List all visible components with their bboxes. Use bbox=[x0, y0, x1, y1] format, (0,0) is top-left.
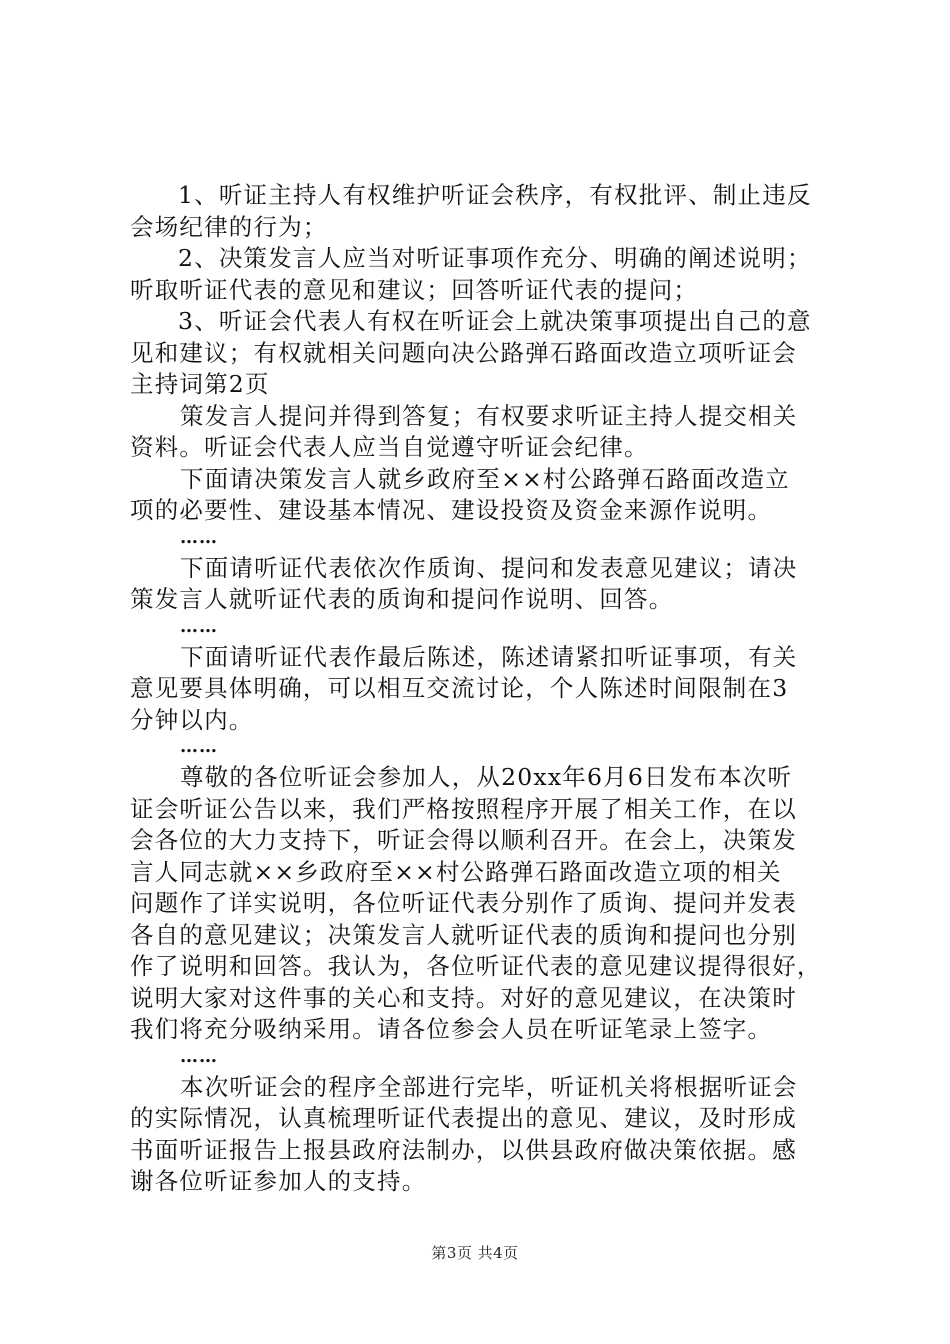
paragraph-line: 尊敬的各位听证会参加人，从20xx年6月6日发布本次听 bbox=[180, 763, 793, 791]
paragraph-line: 资料。听证会代表人应当自觉遵守听证会纪律。 bbox=[130, 433, 649, 461]
paragraph-line: 下面请决策发言人就乡政府至××村公路弹石路面改造立 bbox=[180, 464, 790, 493]
ellipsis-marker: …… bbox=[180, 1045, 218, 1067]
paragraph-line: 我们将充分吸纳采用。请各位参会人员在听证笔录上签字。 bbox=[130, 1015, 773, 1043]
paragraph-line: 书面听证报告上报县政府法制办，以供县政府做决策依据。感 bbox=[130, 1135, 797, 1164]
paragraph-line: 各自的意见建议；决策发言人就听证代表的质询和提问也分别 bbox=[130, 920, 797, 949]
paragraph-line: 意见要具体明确，可以相互交流讨论，个人陈述时间限制在3 bbox=[130, 674, 789, 702]
paragraph-line: 3、听证会代表人有权在听证会上就决策事项提出自己的意 bbox=[178, 307, 812, 335]
paragraph-line: 主持词第2页 bbox=[130, 370, 270, 398]
paragraph-line: 说明大家对这件事的关心和支持。对好的意见建议，在决策时 bbox=[130, 983, 797, 1012]
paragraph-line: 证会听证公告以来，我们严格按照程序开展了相关工作，在以 bbox=[130, 794, 797, 823]
paragraph-line: 下面请听证代表依次作质询、提问和发表意见建议；请决 bbox=[180, 553, 798, 582]
paragraph-line: 言人同志就××乡政府至××村公路弹石路面改造立项的相关 bbox=[130, 857, 782, 886]
paragraph-line: 策发言人就听证代表的质询和提问作说明、回答。 bbox=[130, 585, 674, 613]
paragraph-line: 分钟以内。 bbox=[130, 705, 254, 734]
ellipsis-marker: …… bbox=[180, 526, 218, 548]
paragraph-line: 下面请听证代表作最后陈述，陈述请紧扣听证事项，有关 bbox=[180, 642, 798, 671]
ellipsis-marker: …… bbox=[180, 615, 218, 637]
paragraph-line: 听取听证代表的意见和建议；回答听证代表的提问； bbox=[130, 275, 699, 304]
paragraph-line: 项的必要性、建设基本情况、建设投资及资金来源作说明。 bbox=[130, 496, 773, 524]
paragraph-line: 见和建议；有权就相关问题向决公路弹石路面改造立项听证会 bbox=[130, 338, 797, 367]
paragraph-line: 会各位的大力支持下，听证会得以顺利召开。在会上，决策发 bbox=[130, 826, 797, 854]
paragraph-line: 1、听证主持人有权维护听证会秩序，有权批评、制止违反 bbox=[178, 181, 812, 209]
paragraph-line: 本次听证会的程序全部进行完毕，听证机关将根据听证会 bbox=[180, 1072, 798, 1101]
paragraph-line: 问题作了详实说明，各位听证代表分别作了质询、提问并发表 bbox=[130, 889, 797, 917]
paragraph-line: 作了说明和回答。我认为，各位听证代表的意见建议提得很好， bbox=[130, 952, 822, 980]
page-number-footer: 第3页 共4页 bbox=[431, 1244, 519, 1262]
paragraph-line: 策发言人提问并得到答复；有权要求听证主持人提交相关 bbox=[180, 401, 798, 430]
paragraph-line: 会场纪律的行为； bbox=[130, 212, 328, 241]
document-body bbox=[130, 180, 835, 1198]
ellipsis-marker: …… bbox=[180, 736, 218, 757]
paragraph-line: 的实际情况，认真梳理听证代表提出的意见、建议，及时形成 bbox=[130, 1104, 797, 1132]
paragraph-line: 2、决策发言人应当对听证事项作充分、明确的阐述说明； bbox=[178, 244, 812, 272]
paragraph-line: 谢各位听证参加人的支持。 bbox=[130, 1167, 427, 1195]
